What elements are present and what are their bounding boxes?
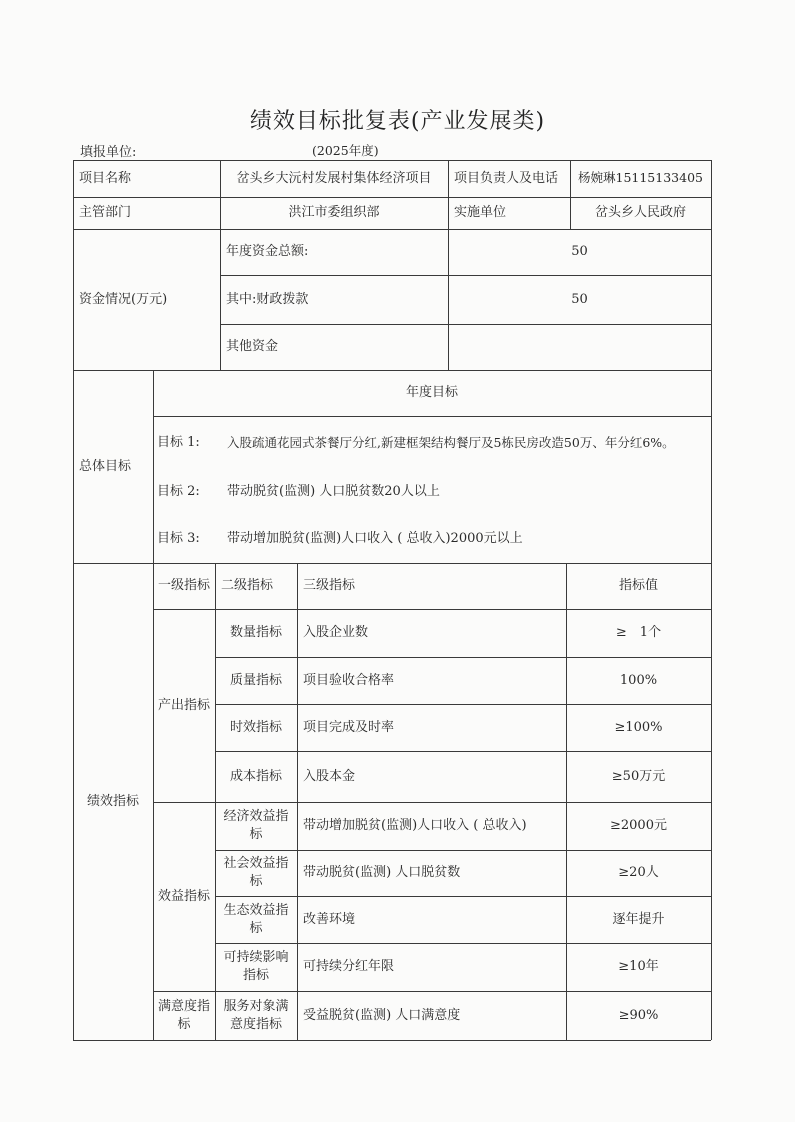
value-cell: 100% (619, 672, 658, 688)
level2-cell: 成本指标 (229, 768, 282, 784)
page-title: 绩效目标批复表(产业发展类) (249, 109, 546, 134)
value-cell: 逐年提升 (612, 911, 665, 927)
level2-cell: 可持续影响指标 (223, 950, 289, 983)
year-label: (2025年度) (312, 143, 379, 158)
annual-goal-header: 年度目标 (405, 385, 458, 401)
value-cell: ≥90% (618, 1007, 659, 1023)
dept-label: 主管部门 (79, 205, 132, 221)
level3-cell: 可持续分红年限 (303, 959, 395, 975)
table-line (153, 416, 711, 417)
funds-total-label: 年度资金总额: (226, 244, 309, 260)
header-value: 指标值 (618, 578, 658, 594)
project-name-label: 项目名称 (79, 170, 132, 186)
funds-fiscal-label: 其中:财政拨款 (226, 291, 309, 307)
level2-cell: 生态效益指标 (223, 902, 289, 936)
value-cell: ≥20人 (618, 865, 659, 881)
level1-output: 产出指标 (157, 697, 210, 713)
goal-text: 入股疏通花园式茶餐厅分红,新建框架结构餐厅及5栋民房改造50万、年分红6%。 (227, 434, 675, 450)
leader-label: 项目负责人及电话 (454, 170, 559, 186)
value-cell: ≥2000元 (610, 818, 667, 834)
level3-cell: 入股企业数 (303, 625, 369, 641)
level3-cell: 项目验收合格率 (303, 672, 395, 688)
value-cell: ≥100% (614, 719, 663, 735)
level1-satisfaction: 满意度指标 (158, 998, 211, 1032)
level3-cell: 受益脱贫(监测) 人口满意度 (303, 1007, 461, 1023)
level2-cell: 数量指标 (229, 625, 282, 641)
funds-fiscal-value: 50 (571, 291, 588, 307)
value-cell: ≥50万元 (611, 768, 666, 784)
funds-other-value (448, 324, 711, 370)
overall-label: 总体目标 (79, 458, 132, 474)
level3-cell: 入股本金 (303, 768, 356, 784)
goal-text: 带动增加脱贫(监测)人口收入 ( 总收入)2000元以上 (227, 531, 523, 547)
impl-label: 实施单位 (454, 205, 507, 221)
header-level3: 三级指标 (303, 578, 356, 594)
level2-cell: 服务对象满意度指标 (223, 998, 289, 1032)
funds-total-value: 50 (571, 244, 588, 260)
level2-cell: 社会效益指标 (223, 856, 289, 889)
level1-benefit: 效益指标 (157, 888, 210, 904)
filler-label: 填报单位: (80, 145, 137, 160)
level2-cell: 时效指标 (229, 719, 282, 735)
value-cell: ≥10年 (618, 959, 659, 975)
project-name-value: 岔头乡大沅村发展村集体经济项目 (236, 170, 432, 186)
goal-number: 目标 1: (157, 435, 200, 451)
goal-number: 目标 2: (157, 484, 200, 500)
dept-value: 洪江市委组织部 (288, 205, 380, 221)
level2-cell: 经济效益指标 (223, 809, 289, 842)
leader-value: 杨婉琳15115133405 (578, 170, 703, 186)
value-cell: ≥ 1个 (615, 625, 662, 641)
level3-cell: 改善环境 (303, 911, 356, 927)
table-line (711, 160, 712, 1040)
header-level1: 一级指标 (157, 578, 210, 594)
level2-cell: 质量指标 (229, 672, 282, 688)
level3-cell: 带动增加脱贫(监测)人口收入 ( 总收入) (303, 818, 527, 834)
goal-text: 带动脱贫(监测) 人口脱贫数20人以上 (227, 484, 440, 500)
level3-cell: 带动脱贫(监测) 人口脱贫数 (303, 865, 461, 881)
level3-cell: 项目完成及时率 (303, 719, 395, 735)
funds-other-label: 其他资金 (226, 339, 279, 355)
header-level2: 二级指标 (221, 578, 274, 594)
perf-label: 绩效指标 (86, 793, 139, 809)
table-line (73, 1040, 711, 1041)
impl-value: 岔头乡人民政府 (594, 205, 686, 221)
funds-label: 资金情况(万元) (79, 291, 168, 307)
goal-number: 目标 3: (157, 531, 200, 547)
